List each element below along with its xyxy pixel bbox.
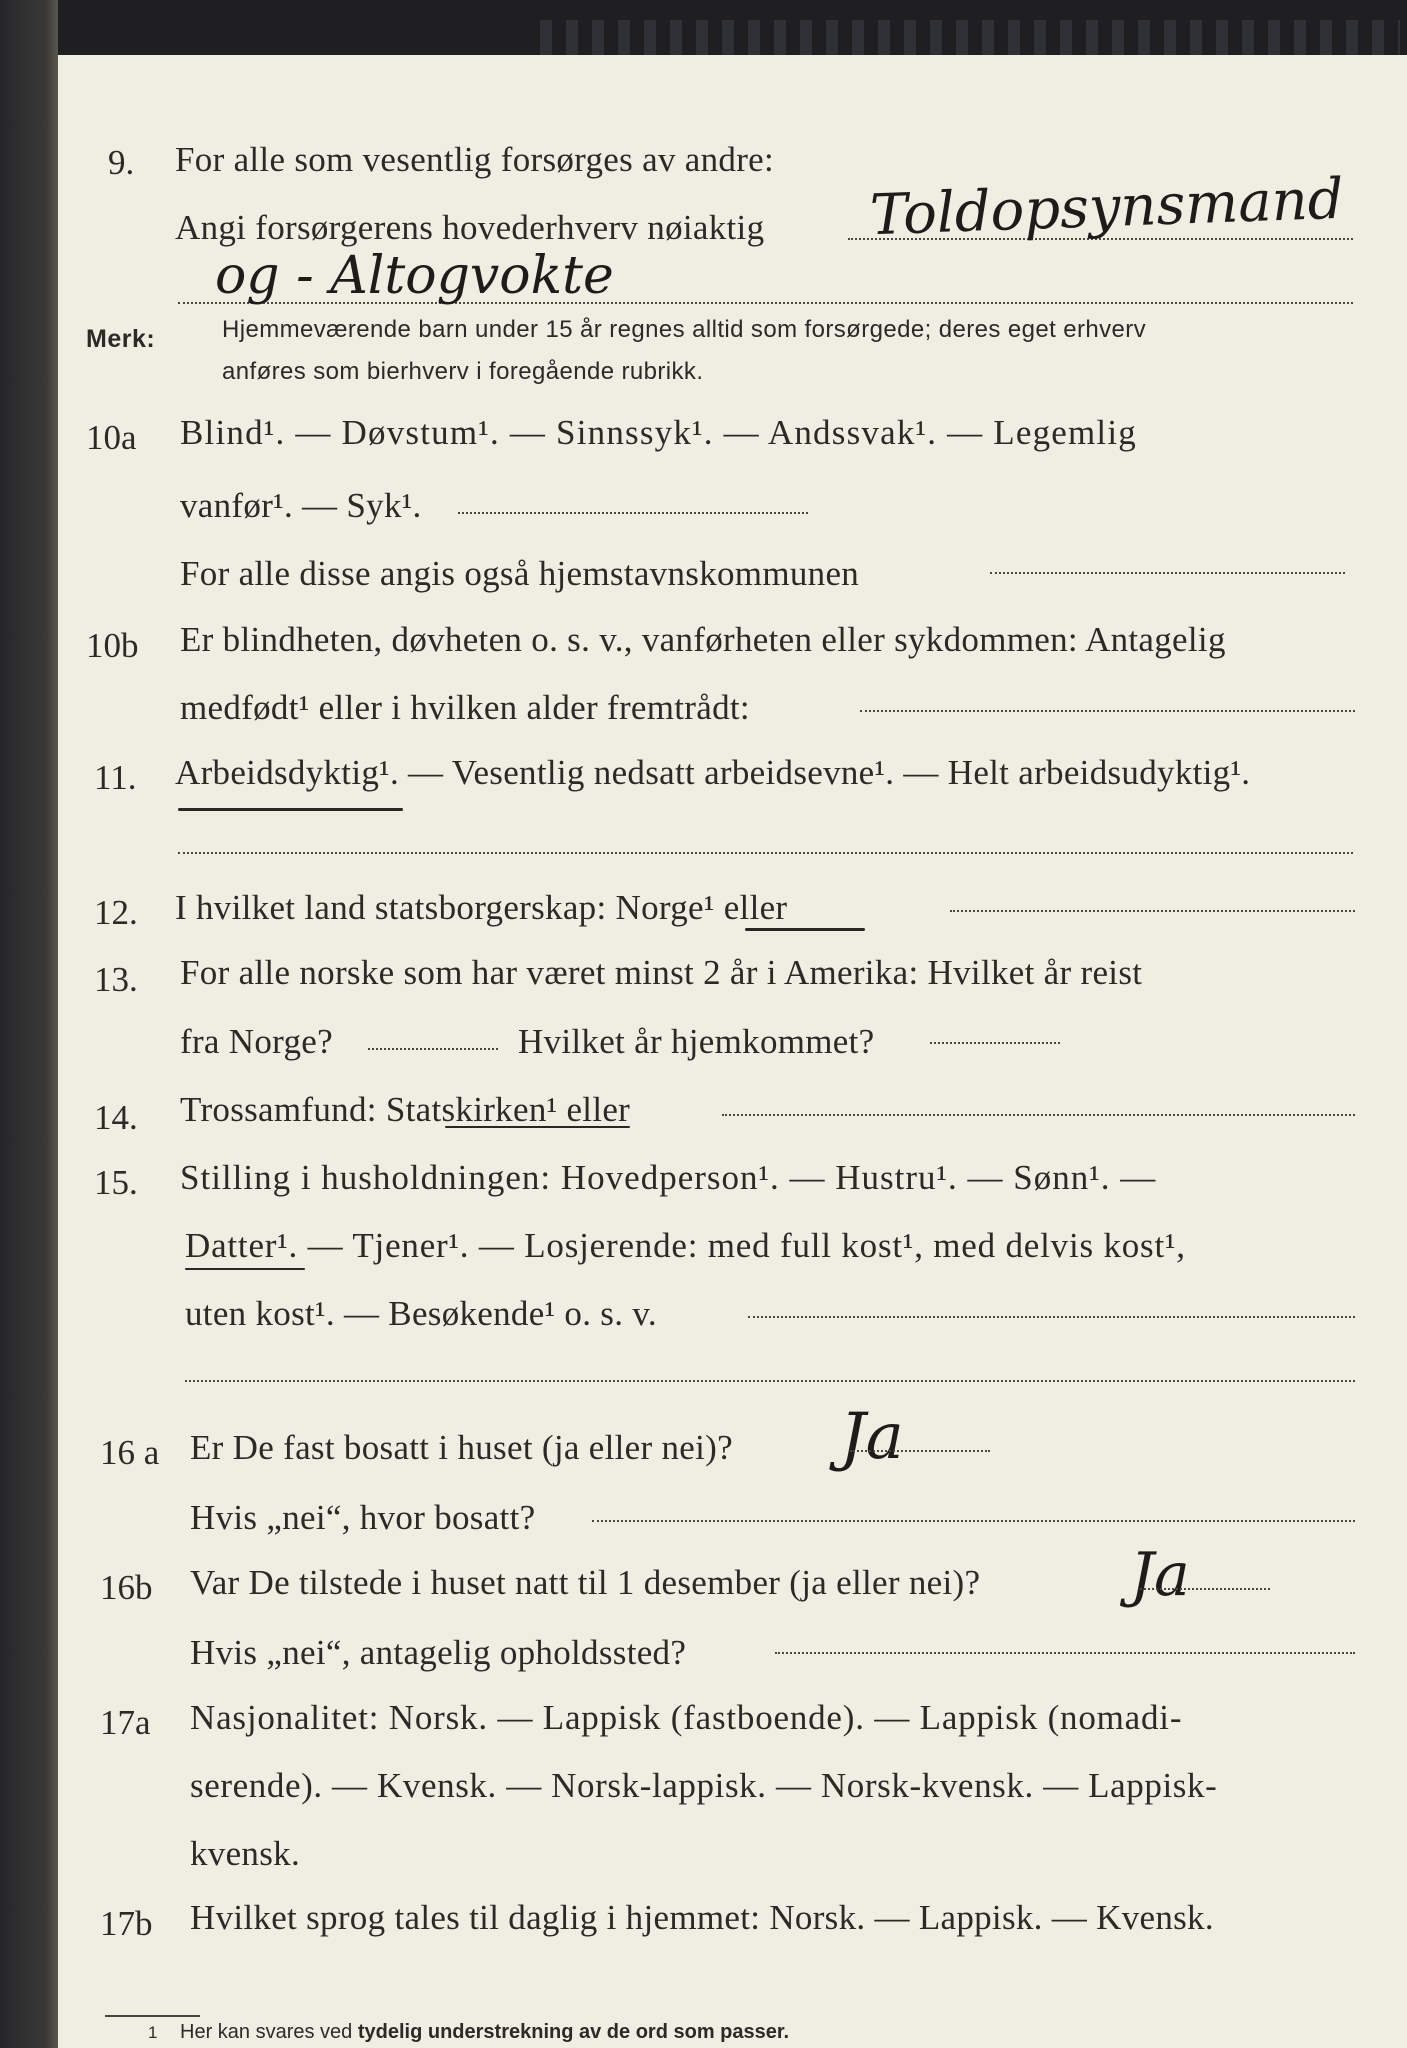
q17a-line2: serende). — Kvensk. — Norsk-lappisk. — Norsk-kvensk. — Lappisk- xyxy=(190,1766,1218,1805)
q12-number: 12. xyxy=(94,893,138,932)
q16b-handwritten-answer: Ja xyxy=(1130,1540,1190,1610)
q10b-line1: Er blindheten, døvheten o. s. v., vanførheten eller sykdommen: Antagelig xyxy=(180,620,1226,659)
q13-reist-line xyxy=(368,1048,498,1050)
q10a-line3: For alle disse angis også hjemstavnskommunen xyxy=(180,554,860,593)
q10a-hjemstavn-line xyxy=(990,572,1345,574)
q11-number: 11. xyxy=(94,758,137,797)
q10b-answer-line xyxy=(860,710,1355,712)
q17a-line1: Nasjonalitet: Norsk. — Lappisk (fastboende). — Lappisk (nomadi- xyxy=(190,1698,1183,1737)
q12-answer-line xyxy=(950,910,1355,912)
q13-line1: For alle norske som har været minst 2 år i Amerika: Hvilket år reist xyxy=(180,953,1143,992)
q15-underline-datter xyxy=(185,1268,305,1270)
merk-line2: anføres som bierhverv i foregående rubrikk. xyxy=(222,358,704,385)
q16a-answer-line xyxy=(850,1450,990,1452)
footnote-mark: 1 xyxy=(148,2023,158,2042)
q9-line2: Angi forsørgerens hovederhverv nøiaktig xyxy=(175,208,765,247)
q10a-number: 10a xyxy=(86,418,137,457)
q17b-number: 17b xyxy=(100,1904,153,1943)
q16b-line2: Hvis „nei“, antagelig opholdssted? xyxy=(190,1633,687,1672)
q13-line2a: fra Norge? xyxy=(180,1022,333,1061)
q11-answer-line xyxy=(178,852,1353,854)
footnote-text-b: tydelig understrekning av de ord som passer. xyxy=(357,2021,790,2043)
q16a-line1: Er De fast bosatt i huset (ja eller nei)? xyxy=(190,1428,733,1467)
q10a-answer-line xyxy=(458,512,808,514)
footnote-rule xyxy=(105,2015,200,2017)
q11-line1: Arbeidsdyktig¹. — Vesentlig nedsatt arbeidsevne¹. — Helt arbeidsudyktig¹. xyxy=(175,753,1251,792)
q14-underline-statskirken xyxy=(445,1126,630,1128)
q13-hjemkommet-line xyxy=(930,1042,1060,1044)
q16a-line2: Hvis „nei“, hvor bosatt? xyxy=(190,1498,536,1537)
q14-answer-line xyxy=(722,1114,1355,1116)
q16b-opholdssted-line xyxy=(775,1652,1355,1654)
merk-line1: Hjemmeværende barn under 15 år regnes alltid som forsørgede; deres eget erhverv xyxy=(222,316,1147,343)
q16b-number: 16b xyxy=(100,1568,153,1607)
scan-top-border xyxy=(0,0,1407,60)
q13-number: 13. xyxy=(94,960,138,999)
q16b-line1: Var De tilstede i huset natt til 1 desember (ja eller nei)? xyxy=(190,1563,981,1602)
q14-line1: Trossamfund: Statskirken¹ eller xyxy=(180,1090,631,1129)
q9-line1: For alle som vesentlig forsørges av andre: xyxy=(175,140,775,179)
q13-line2b: Hvilket år hjemkommet? xyxy=(518,1022,875,1061)
q17b-line1: Hvilket sprog tales til daglig i hjemmet: Norsk. — Lappisk. — Kvensk. xyxy=(190,1898,1214,1937)
q10b-number: 10b xyxy=(86,626,139,665)
q15-line2: Datter¹. — Tjener¹. — Losjerende: med full kost¹, med delvis kost¹, xyxy=(185,1226,1186,1265)
q11-underline-arbeidsdyktig xyxy=(178,808,403,811)
q15-number: 15. xyxy=(94,1163,138,1202)
q9-number: 9. xyxy=(108,143,135,182)
q12-underline-norge xyxy=(745,928,865,931)
q16a-bosatt-line xyxy=(592,1520,1355,1522)
q10b-line2: medfødt¹ eller i hvilken alder fremtrådt: xyxy=(180,688,750,727)
q12-line1: I hvilket land statsborgerskap: Norge¹ eller xyxy=(175,888,788,927)
q16a-number: 16 a xyxy=(100,1433,160,1472)
footnote-text-a: Her kan svares ved xyxy=(180,2021,358,2043)
q15-line1: Stilling i husholdningen: Hovedperson¹. — Hustru¹. — Sønn¹. — xyxy=(180,1158,1157,1197)
scan-left-border xyxy=(0,0,58,2048)
q10a-line2: vanfør¹. — Syk¹. xyxy=(180,486,422,525)
q16b-answer-line xyxy=(1140,1588,1270,1590)
q17a-line3: kvensk. xyxy=(190,1834,301,1873)
q9-handwritten-answer-1: Toldopsynsmand xyxy=(868,166,1345,249)
q10a-line1: Blind¹. — Døvstum¹. — Sinnssyk¹. — Andssvak¹. — Legemlig xyxy=(180,413,1137,452)
q16a-handwritten-answer: Ja xyxy=(840,1400,904,1474)
merk-label: Merk: xyxy=(86,325,156,353)
q15-answer-line1 xyxy=(748,1316,1355,1318)
q15-line3: uten kost¹. — Besøkende¹ o. s. v. xyxy=(185,1294,657,1333)
q14-number: 14. xyxy=(94,1098,138,1137)
q9-handwritten-answer-2: og - Altogvokte xyxy=(215,246,614,306)
q17a-number: 17a xyxy=(100,1703,151,1742)
q15-answer-line2 xyxy=(185,1380,1355,1382)
footnote-text xyxy=(180,2022,789,2042)
